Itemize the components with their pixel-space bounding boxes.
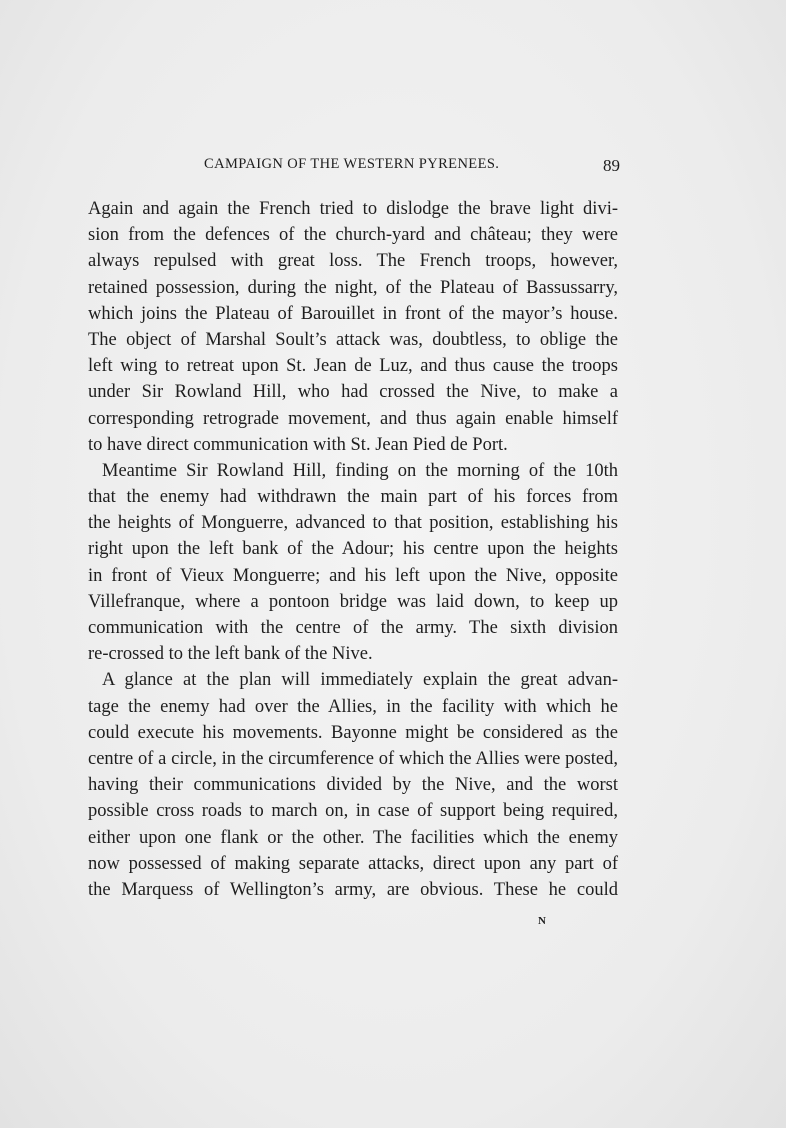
text-line: Meantime Sir Rowland Hill, finding on the morning of the 10th	[102, 460, 618, 481]
text-line: corresponding retrograde movement, and thus again enable himself	[88, 408, 618, 429]
text-line: Again and again the French tried to dislodge the brave light divi-	[88, 199, 618, 219]
text-line: the Marquess of Wellington’s army, are obvious. These he could	[88, 879, 618, 900]
text-line: communication with the centre of the army. The sixth division	[88, 618, 618, 638]
text-line: sion from the defences of the church-yard and château; they were	[88, 225, 618, 246]
paragraph	[88, 667, 618, 903]
text-line: that the enemy had withdrawn the main part of his forces from	[88, 487, 618, 508]
running-title: CAMPAIGN OF THE WESTERN PYRENEES.	[204, 156, 500, 172]
text-line: Villefranque, where a pontoon bridge was laid down, to keep up	[88, 591, 618, 612]
text-line: left wing to retreat upon St. Jean de Luz, and thus cause the troops	[88, 356, 618, 377]
text-line: retained possession, during the night, of the Plateau of Bassussarry,	[88, 277, 618, 298]
text-line: now possessed of making separate attacks, direct upon any part of	[88, 853, 618, 874]
page-header	[88, 156, 620, 180]
text-line: possible cross roads to march on, in case of support being required,	[88, 801, 618, 822]
text-line: in front of Vieux Monguerre; and his left upon the Nive, opposite	[88, 565, 618, 586]
text-line: The object of Marshal Soult’s attack was, doubtless, to oblige the	[88, 329, 618, 350]
text-line: having their communications divided by the Nive, and the worst	[88, 775, 618, 796]
text-line: tage the enemy had over the Allies, in the facility with which he	[88, 696, 618, 717]
text-line: either upon one flank or the other. The facilities which the enemy	[88, 827, 618, 848]
paragraph	[88, 196, 618, 458]
text-line: right upon the left bank of the Adour; his centre upon the heights	[88, 539, 618, 560]
page-number: 89	[603, 156, 620, 175]
text-line: A glance at the plan will immediately explain the great advan-	[102, 670, 618, 691]
text-line: which joins the Plateau of Barouillet in front of the mayor’s house.	[88, 303, 618, 324]
text-line: re-crossed to the left bank of the Nive.	[88, 644, 373, 665]
text-line: always repulsed with great loss. The French troops, however,	[88, 251, 618, 272]
text-line: under Sir Rowland Hill, who had crossed the Nive, to make a	[88, 382, 618, 403]
text-line: could execute his movements. Bayonne might be considered as the	[88, 722, 618, 743]
signature-mark: N	[538, 915, 546, 927]
text-line: centre of a circle, in the circumference of which the Allies were posted,	[88, 748, 618, 769]
text-line: to have direct communication with St. Jean Pied de Port.	[88, 434, 508, 455]
text-line: the heights of Monguerre, advanced to that position, establishing his	[88, 513, 618, 534]
body-text	[88, 196, 618, 903]
paragraph	[88, 458, 618, 668]
